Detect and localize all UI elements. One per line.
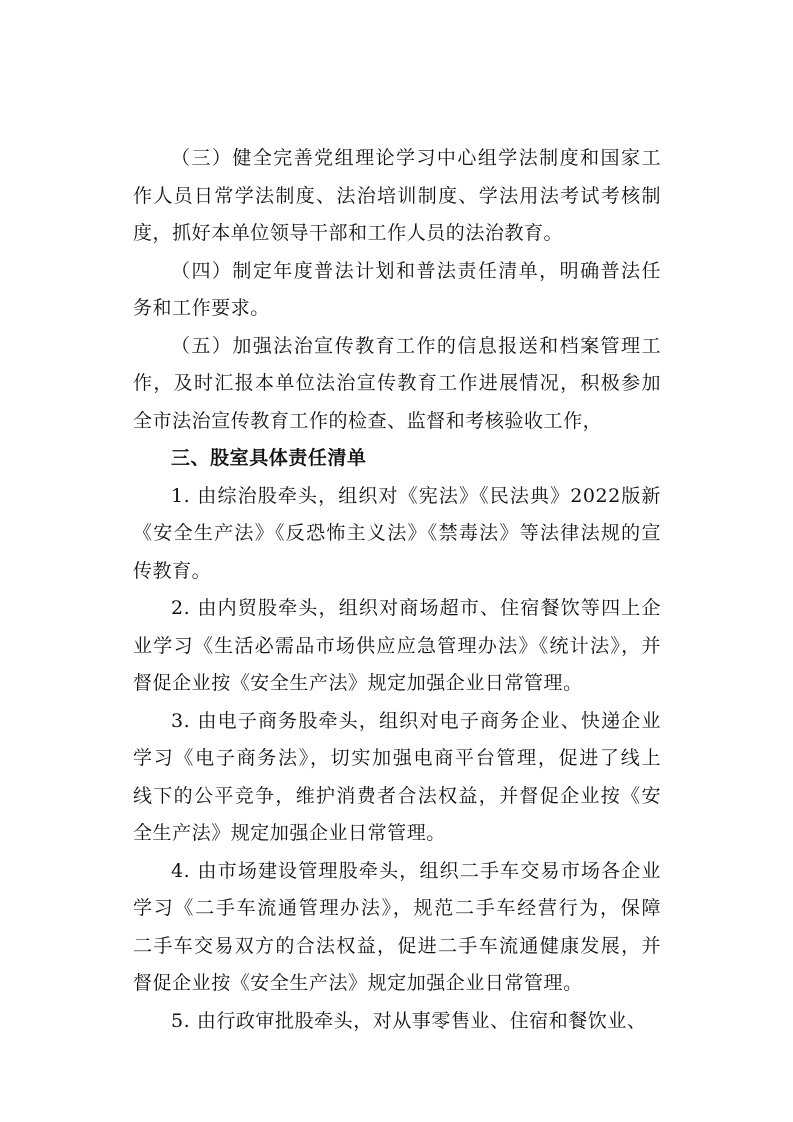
paragraph-line: 2. 由内贸股牵头，组织对商场超市、住宿餐饮等四上企 xyxy=(171,597,661,619)
paragraph-line: 度，抓好本单位领导干部和工作人员的法治教育。 xyxy=(133,222,564,244)
paragraph xyxy=(133,253,661,328)
paragraph xyxy=(133,853,661,1003)
paragraph-line: 3. 由电子商务股牵头，组织对电子商务企业、快递企业 xyxy=(171,709,661,732)
paragraph xyxy=(133,140,661,253)
paragraph-line: 传教育。 xyxy=(133,559,212,582)
paragraph-line: 线下的公平竞争，维护消费者合法权益，并督促企业按《安 xyxy=(133,784,661,807)
paragraph-line: 督促企业按《安全生产法》规定加强企业日常管理。 xyxy=(133,972,583,994)
paragraph-line: 5. 由行政审批股牵头，对从事零售业、住宿和餐饮业、 xyxy=(171,1009,647,1032)
paragraph-line: （四）制定年度普法计划和普法责任清单，明确普法任 xyxy=(171,259,661,282)
paragraph-line: （五）加强法治宣传教育工作的信息报送和档案管理工 xyxy=(171,334,661,357)
paragraph-line: 二手车交易双方的合法权益，促进二手车流通健康发展，并 xyxy=(133,934,661,957)
paragraph-line: 学习《电子商务法》，切实加强电商平台管理，促进了线上 xyxy=(133,747,661,769)
paragraph-line: 作，及时汇报本单位法治宣传教育工作进展情况，积极参加 xyxy=(133,372,661,394)
paragraph xyxy=(133,703,661,853)
paragraph-line: 督促企业按《安全生产法》规定加强企业日常管理。 xyxy=(133,672,583,694)
section-heading xyxy=(133,440,661,478)
section-heading-text: 三、股室具体责任清单 xyxy=(171,447,367,469)
paragraph xyxy=(133,328,661,441)
paragraph xyxy=(133,478,661,591)
paragraph-line: 《安全生产法》《反恐怖主义法》《禁毒法》等法律法规的宣 xyxy=(133,522,661,544)
paragraph-line: 作人员日常学法制度、法治培训制度、学法用法考试考核制 xyxy=(133,184,661,207)
paragraph-line: 务和工作要求。 xyxy=(133,297,270,319)
paragraph-line: 4. 由市场建设管理股牵头，组织二手车交易市场各企业 xyxy=(171,859,661,882)
paragraph-line: 全生产法》规定加强企业日常管理。 xyxy=(133,822,446,844)
paragraph-line: （三）健全完善党组理论学习中心组学法制度和国家工 xyxy=(171,147,661,169)
paragraph-line: 业学习《生活必需品市场供应应急管理办法》《统计法》，并 xyxy=(133,634,661,657)
paragraph xyxy=(133,1003,661,1041)
document-body xyxy=(133,140,661,1040)
paragraph-line: 1. 由综治股牵头，组织对《宪法》《民法典》2022版新 xyxy=(171,484,661,507)
paragraph xyxy=(133,590,661,703)
paragraph-line: 学习《二手车流通管理办法》，规范二手车经营行为，保障 xyxy=(133,897,661,919)
paragraph-line: 全市法治宣传教育工作的检查、监督和考核验收工作， xyxy=(133,409,603,432)
